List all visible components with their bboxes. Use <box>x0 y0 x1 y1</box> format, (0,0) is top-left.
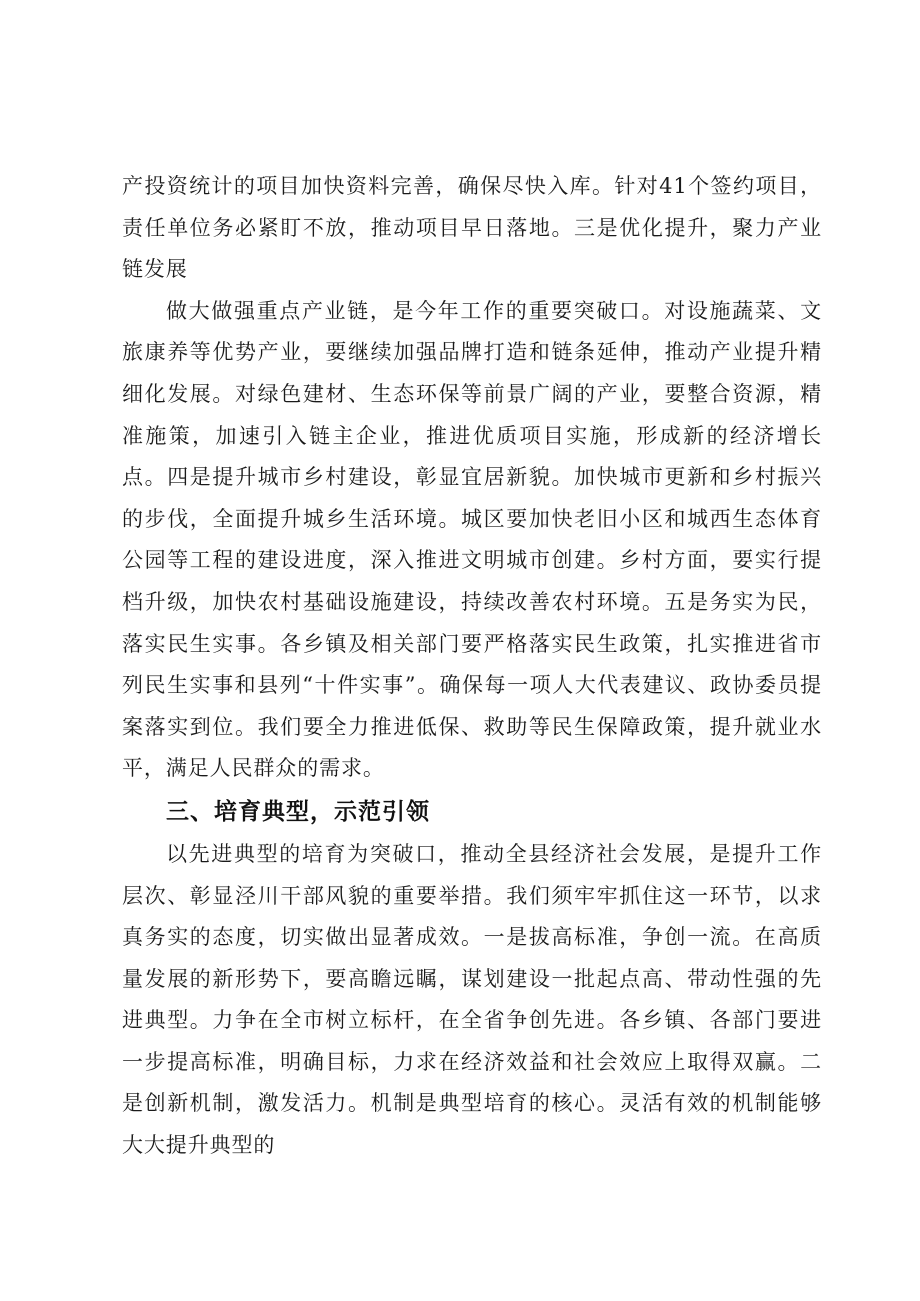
paragraph-industry-chain: 做大做强重点产业链，是今年工作的重要突破口。对设施蔬菜、文旅康养等优势产业，要继续加强品牌打造和链条延伸，推动产业提升精细化发展。对绿色建材、生态环保等前景广阔的产业，要整合资源，精准施策，加速引入链主企业，推进优质项目实施，形成新的经济增长点。四是提升城市乡村建设，彰显宜居新貌。加快城市更新和乡村振兴的步伐，全面提升城乡生活环境。城区要加快老旧小区和城西生态体育公园等工程的建设进度，深入推进文明城市创建。乡村方面，要实行提档升级，加快农村基础设施建设，持续改善农村环境。五是务实为民，落实民生实事。各乡镇及相关部门要严格落实民生政策，扎实推进省市列民生实事和县列“十件实事”。确保每一项人大代表建议、政协委员提案落实到位。我们要全力推进低保、救助等民生保障政策，提升就业水平，满足人民群众的需求。 <box>122 298 822 781</box>
document-body <box>122 166 822 1167</box>
paragraph-continuation: 产投资统计的项目加快资料完善，确保尽快入库。针对41个签约项目，责任单位务必紧盯不放，推动项目早日落地。三是优化提升，聚力产业链发展 <box>122 174 822 282</box>
section-heading: 三、培育典型，示范引领 <box>166 798 430 825</box>
paragraph-typical-cultivation: 以先进典型的培育为突破口，推动全县经济社会发展，是提升工作层次、彰显泾川干部风貌的重要举措。我们须牢牢抓住这一环节，以求真务实的态度，切实做出显著成效。一是拔高标准，争创一流。在高质量发展的新形势下，要高瞻远瞩，谋划建设一批起点高、带动性强的先进典型。力争在全市树立标杆，在全省争创先进。各乡镇、各部门要进一步提高标准，明确目标，力求在经济效益和社会效应上取得双赢。二是创新机制，激发活力。机制是典型培育的核心。灵活有效的机制能够大大提升典型的 <box>122 841 822 1158</box>
